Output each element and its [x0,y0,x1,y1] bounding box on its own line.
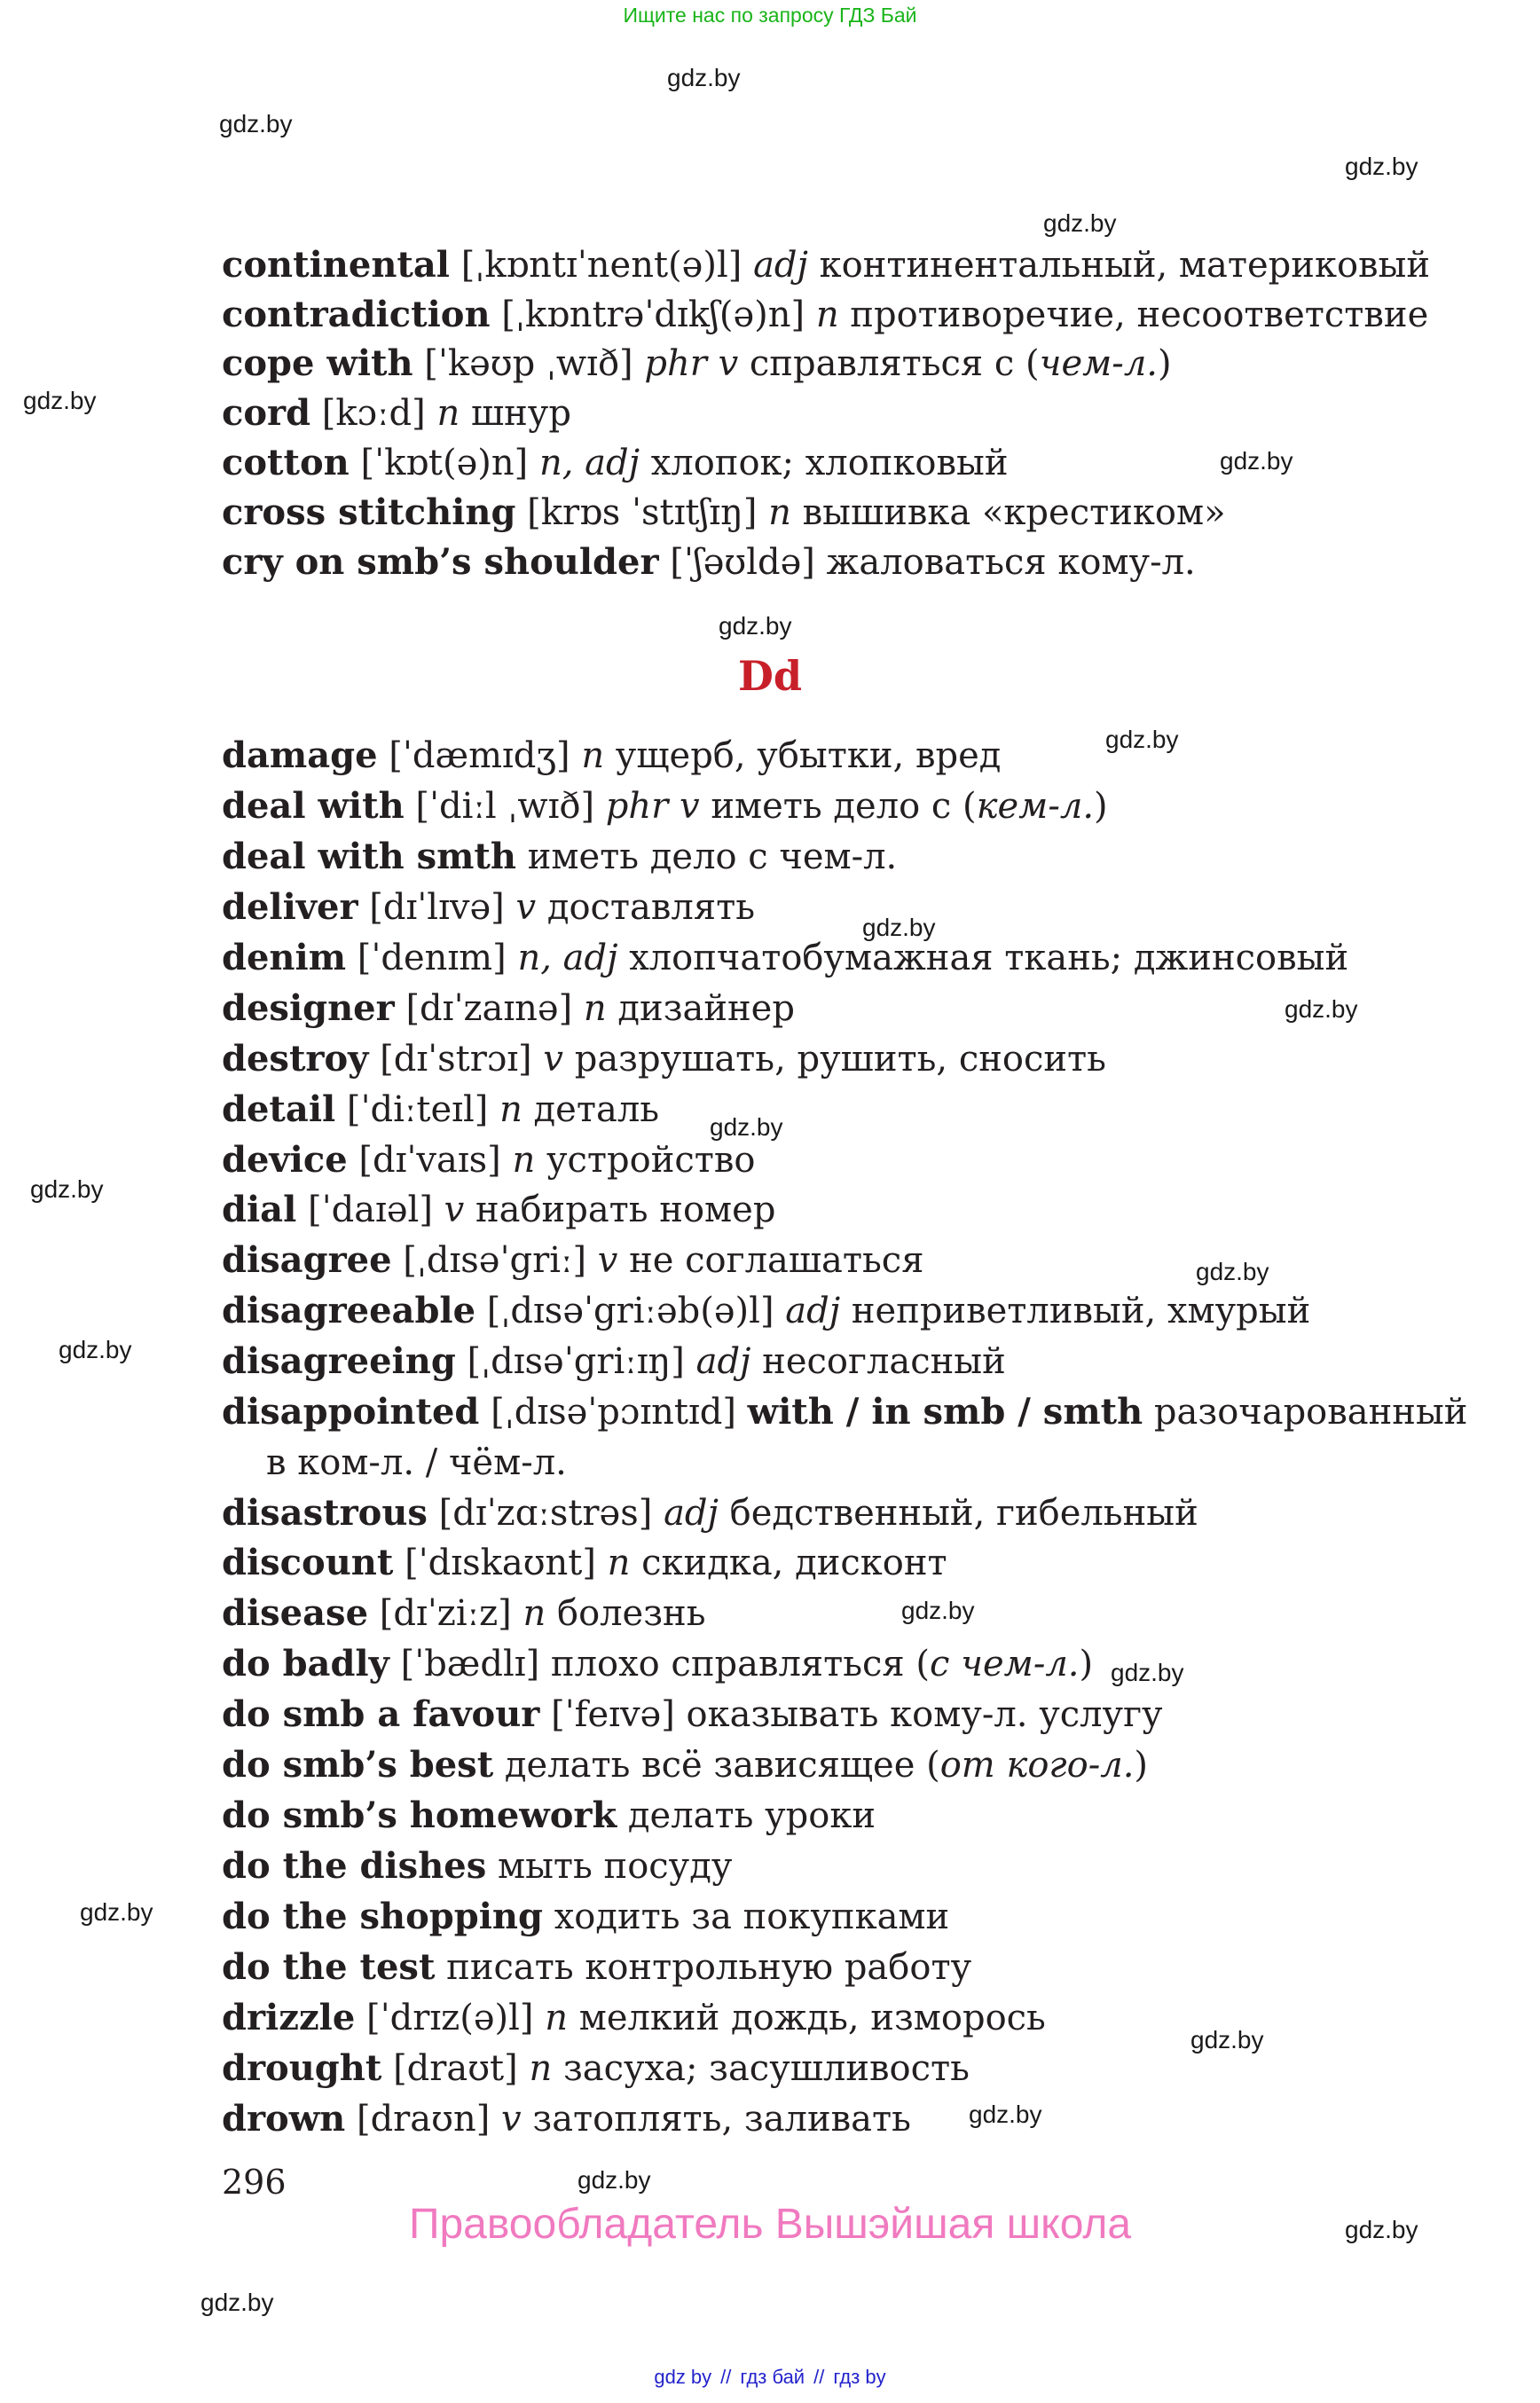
transcription: [ˈfeɪvə] [551,1694,675,1735]
transcription: [krɒs ˈstɪtʃɪŋ] [527,492,758,533]
watermark: gdz.by [667,64,741,91]
translation: болезнь [556,1593,706,1634]
dictionary-entry [222,836,897,878]
watermark: gdz.by [1111,1659,1184,1686]
part-of-speech: phr v [605,786,700,827]
watermark: gdz.by [23,387,97,414]
section-letter: Dd [737,652,803,700]
dictionary-entry [222,1592,705,1635]
transcription: [ˈdrɪz(ə)l] [366,1998,534,2038]
bottom-link-gdz-by[interactable]: gdz by [654,2366,712,2388]
transcription: [dɪˈzaɪnə] [405,988,573,1029]
part-of-speech: n [529,2048,553,2089]
headword: do smb’s homework [222,1794,617,1836]
transcription: [ˈkəʊp ˌwɪð] [424,343,633,384]
part-of-speech: n, adj [538,443,640,483]
transcription: [ˈdiːl ˌwɪð] [415,786,595,827]
dictionary-entry [222,1794,876,1837]
headword: do badly [222,1643,389,1684]
headword: damage [222,734,378,776]
dictionary-entry [222,1643,1093,1685]
headword: cord [222,392,311,434]
part-of-speech: n [512,1140,536,1181]
bottom-link-gdz-bai[interactable]: гдз бай [740,2366,805,2388]
dictionary-entry [222,886,755,929]
transcription: [ˈdæmɪdʒ] [389,735,570,776]
part-of-speech: n [768,492,791,533]
watermark: gdz.by [30,1175,104,1203]
part-of-speech: n [607,1543,631,1583]
headword: disappointed [222,1391,480,1433]
dictionary-entry [222,442,1009,484]
headword: denim [222,937,347,978]
translation: не соглашаться [629,1240,924,1281]
transcription: [ˈdenɪm] [357,938,507,978]
watermark: gdz.by [710,1113,783,1141]
transcription: [ˈʃəʊldə] [670,542,815,583]
part-of-speech: adj [695,1341,751,1382]
headword: do smb’s best [222,1744,494,1786]
transcription: [draʊt] [393,2048,518,2089]
translation: разочарованный [1153,1392,1468,1433]
dictionary-entry [222,734,1001,777]
dictionary-entry [222,1340,1006,1383]
dictionary-entry [222,1189,775,1231]
headword: cope with [222,342,413,384]
transcription: [ˌkɒntɪˈnent(ə)l] [460,245,742,286]
transcription: [dɪˈzɑːstrəs] [438,1493,653,1534]
dictionary-entry [222,1290,1310,1332]
dictionary-entry [222,244,1430,287]
part-of-speech: n [522,1593,546,1634]
dictionary-entry [222,2098,911,2140]
dictionary-entry [222,1896,949,1938]
translation: деталь [533,1089,660,1130]
translation: набирать номер [475,1190,776,1230]
translation: иметь дело с чем-л. [527,836,898,877]
dictionary-entry [222,1946,971,1989]
translation: мыть посуду [497,1846,733,1887]
headword: cry on smb’s shoulder [222,541,659,583]
headword: destroy [222,1038,369,1080]
dictionary-entry [222,1391,1467,1433]
headword: device [222,1139,348,1181]
watermark: gdz.by [862,914,936,941]
translation: неприветливый, хмурый [851,1291,1311,1331]
copyright-notice: Правообладатель Вышэйшая школа [408,2201,1132,2248]
translation: несогласный [762,1341,1006,1382]
headword: drizzle [222,1997,356,2038]
watermark: gdz.by [59,1336,132,1363]
translation: иметь дело с (кем-л.) [711,786,1108,827]
transcription: [dɪˈstrɔɪ] [380,1039,532,1080]
headword: do the shopping [222,1896,543,1937]
translation: делать всё зависящее (от кого-л.) [504,1745,1149,1786]
headword: disastrous [222,1492,428,1534]
part-of-speech: n [583,988,607,1029]
translation: плохо справляться (с чем-л.) [550,1644,1094,1684]
transcription: [ˈdɪskaʊnt] [405,1543,596,1583]
part-of-speech: v [597,1240,618,1281]
transcription: [ˈkɒt(ə)n] [360,443,529,483]
dictionary-entry [222,491,1226,534]
transcription: [draʊn] [356,2099,491,2140]
dictionary-entry [222,1088,659,1131]
dictionary-entry [222,392,571,435]
dictionary-entry [222,294,1428,336]
translation: справляться с (чем-л.) [749,343,1172,384]
headword: do the dishes [222,1845,487,1887]
part-of-speech: v [501,2099,522,2140]
bottom-banner[interactable] [0,2366,1540,2389]
watermark: gdz.by [1345,153,1418,180]
dictionary-entry [222,1492,1198,1535]
watermark: gdz.by [1220,447,1293,475]
part-of-speech: n, adj [517,938,618,978]
watermark: gdz.by [578,2166,651,2194]
part-of-speech: v [543,1039,563,1080]
headword: deliver [222,886,358,928]
watermark: gdz.by [219,110,293,137]
translation: скидка, дисконт [641,1543,947,1583]
watermark: gdz.by [719,612,792,640]
translation: засуха; засушливость [562,2048,970,2089]
headword: disagreeable [222,1290,476,1331]
translation: делать уроки [627,1795,876,1836]
headword-phrase: with / in smb / smth [747,1391,1143,1433]
part-of-speech: v [515,887,537,928]
part-of-speech: n [499,1089,522,1130]
dictionary-entry [222,541,1196,584]
watermark: gdz.by [969,2101,1042,2128]
part-of-speech: adj [753,245,808,286]
watermark: gdz.by [1190,2026,1264,2054]
dictionary-entry [222,342,1172,385]
translation: ущерб, убытки, вред [615,735,1002,776]
watermark: gdz.by [200,2289,274,2316]
headword: cross stitching [222,491,516,533]
transcription: [ˌdɪsəˈpɔɪntɪd] [491,1392,736,1433]
translation: доставлять [546,887,755,928]
headword: contradiction [222,294,491,335]
headword: deal with [222,785,405,827]
separator: // [720,2366,732,2388]
headword: disagree [222,1239,392,1281]
translation: жаловаться кому-л. [826,542,1196,583]
transcription: [ˌdɪsəˈgriː] [403,1240,587,1281]
watermark: gdz.by [1345,2216,1418,2243]
translation: шнур [470,393,571,434]
part-of-speech: adj [785,1291,841,1331]
dictionary-entry [222,785,1108,828]
transcription: [ˈbædlɪ] [400,1644,540,1684]
dictionary-entry [222,1139,756,1182]
translation: в ком-л. / чём-л. [266,1442,567,1483]
transcription: [ˌkɒntrəˈdɪkʃ(ə)n] [501,294,805,335]
translation: разрушать, рушить, сносить [574,1039,1106,1080]
separator: // [813,2366,825,2388]
dictionary-entry [222,1239,923,1282]
dictionary-entry [222,1542,947,1584]
translation: противоречие, несоответствие [850,294,1429,335]
watermark: gdz.by [1105,726,1179,753]
part-of-speech: n [815,294,839,335]
headword: detail [222,1088,336,1130]
headword: disagreeing [222,1340,456,1382]
translation: дизайнер [617,988,795,1029]
transcription: [dɪˈziːz] [379,1593,512,1634]
top-banner[interactable]: Ищите нас по запросу ГДЗ Бай [623,4,917,27]
translation: оказывать кому-л. услугу [686,1694,1163,1735]
transcription: [ˈdaɪəl] [308,1190,433,1230]
translation: вышивка «крестиком» [802,492,1226,533]
dictionary-entry [222,1038,1106,1080]
dictionary-entry [222,1997,1046,2039]
translation: ходить за покупками [554,1896,950,1937]
headword: do the test [222,1946,436,1988]
headword: disease [222,1592,369,1634]
headword: continental [222,244,450,286]
transcription: [dɪˈlɪvə] [369,887,505,928]
transcription: [ˈdiːteɪl] [346,1089,489,1130]
translation: писать контрольную работу [446,1947,972,1988]
watermark: gdz.by [1043,209,1117,237]
headword: discount [222,1542,394,1583]
dictionary-entry [222,2047,970,2090]
headword: designer [222,987,395,1029]
bottom-link-gdz-by-ru[interactable]: гдз by [833,2366,886,2388]
translation: континентальный, материковый [819,245,1431,286]
dictionary-entry [222,1693,1163,1736]
part-of-speech: n [436,393,460,434]
dictionary-entry [222,987,795,1030]
watermark: gdz.by [901,1597,975,1624]
part-of-speech: n [545,1998,568,2038]
transcription: [dɪˈvaɪs] [358,1140,501,1181]
headword: cotton [222,442,350,483]
part-of-speech: n [581,735,605,776]
transcription: [kɔːd] [321,393,426,434]
dictionary-entry-continuation [266,1441,567,1484]
headword: drought [222,2047,382,2089]
translation: хлопчатобумажная ткань; джинсовый [629,938,1349,978]
translation: мелкий дождь, изморось [578,1998,1046,2038]
page-number: 296 [222,2163,287,2202]
translation: хлопок; хлопковый [650,443,1009,483]
watermark: gdz.by [80,1898,153,1926]
part-of-speech: phr v [644,343,739,384]
headword: deal with smth [222,836,516,877]
headword: do smb a favour [222,1693,540,1735]
dictionary-entry [222,1845,732,1888]
translation: бедственный, гибельный [729,1493,1198,1534]
translation: устройство [546,1140,756,1181]
dictionary-entry [222,1744,1148,1787]
headword: dial [222,1189,297,1230]
part-of-speech: v [444,1190,465,1230]
headword: drown [222,2098,346,2140]
dictionary-entry [222,937,1348,979]
watermark: gdz.by [1285,995,1358,1023]
translation: затоплять, заливать [532,2099,911,2140]
watermark: gdz.by [1196,1258,1269,1285]
part-of-speech: adj [664,1493,719,1534]
transcription: [ˌdɪsəˈgriːəb(ə)l] [486,1291,774,1331]
transcription: [ˌdɪsəˈgriːɪŋ] [467,1341,685,1382]
